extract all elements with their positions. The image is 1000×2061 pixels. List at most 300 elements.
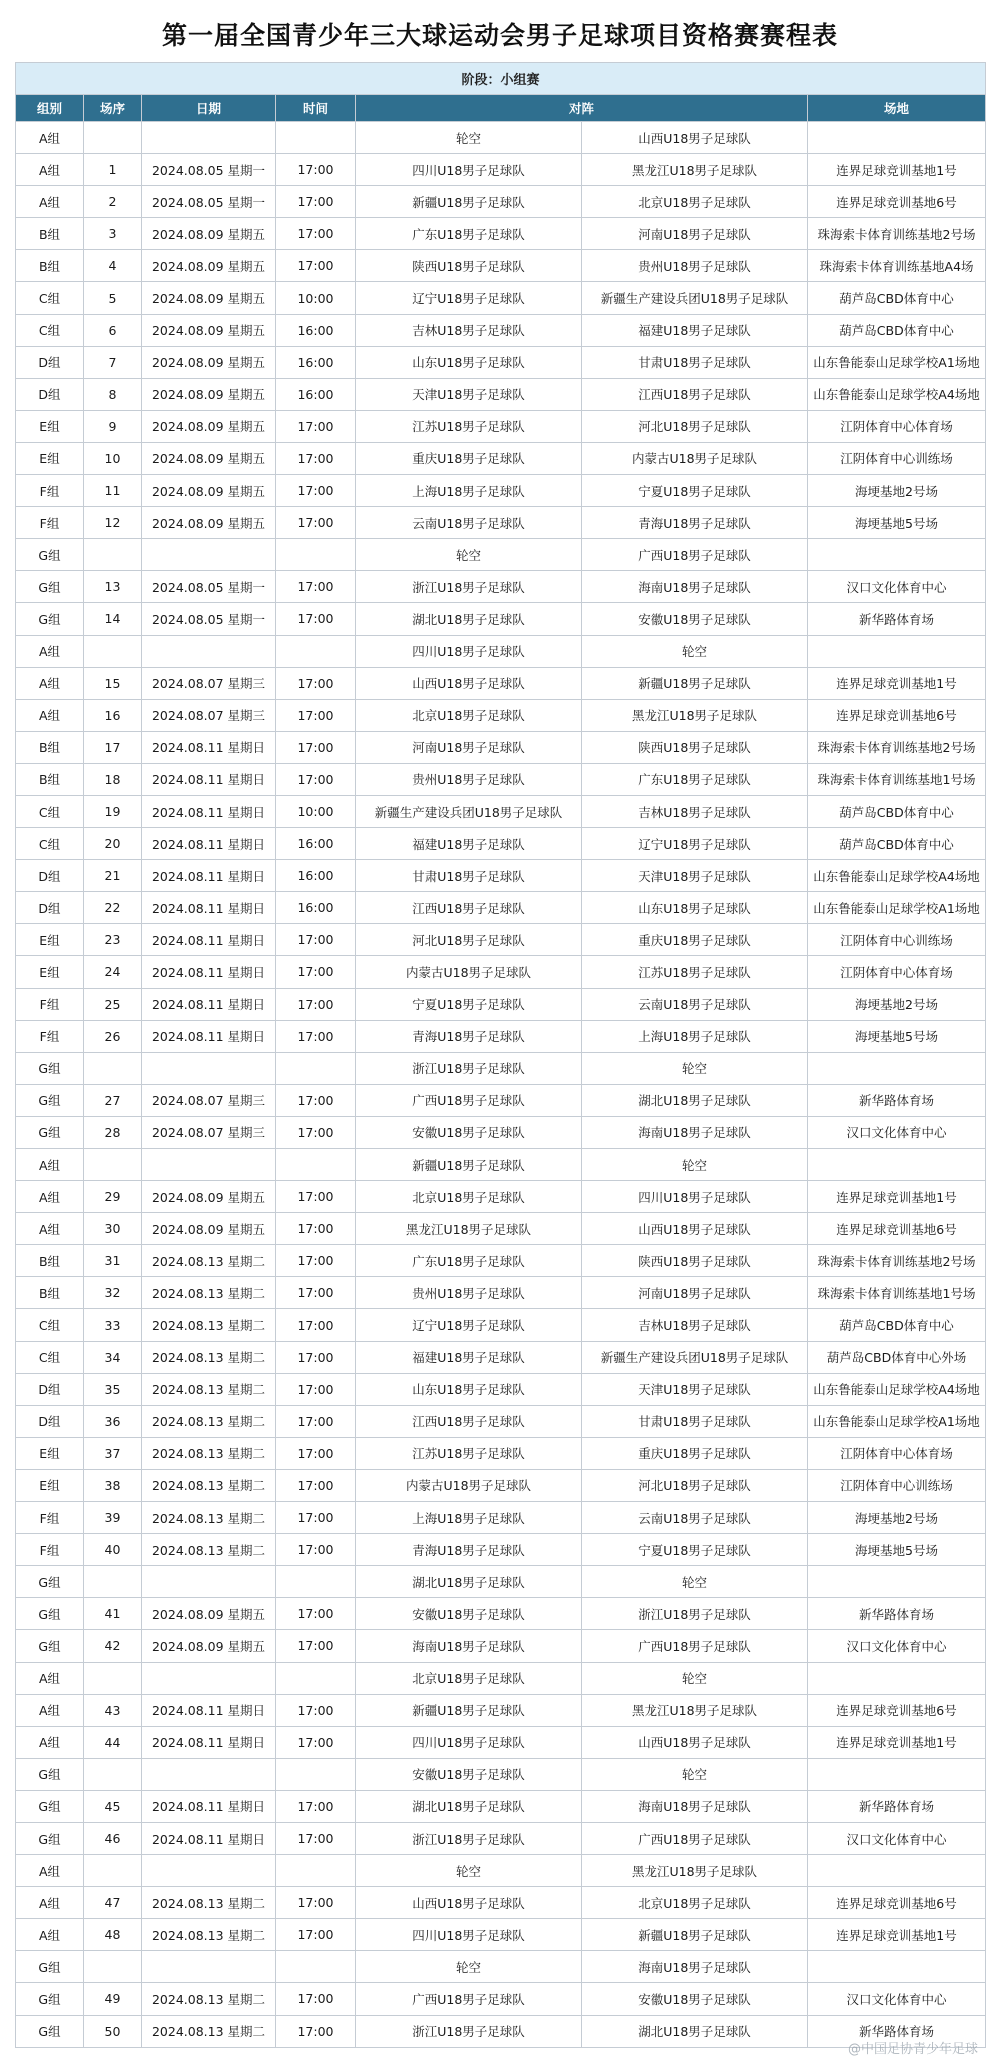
- cell-date: 2024.08.09 星期五: [142, 1598, 276, 1630]
- cell-group: B组: [16, 731, 84, 763]
- cell-match-no: [84, 539, 142, 571]
- table-row: [16, 250, 986, 282]
- cell-time: 17:00: [276, 1309, 356, 1341]
- cell-away-team: 轮空: [582, 635, 808, 667]
- cell-date: 2024.08.11 星期日: [142, 860, 276, 892]
- col-header-match-no: 场序: [84, 95, 142, 122]
- table-row: [16, 1277, 986, 1309]
- col-header-matchup: 对阵: [356, 95, 808, 122]
- cell-date: 2024.08.05 星期一: [142, 154, 276, 186]
- cell-group: C组: [16, 1341, 84, 1373]
- table-row: [16, 1084, 986, 1116]
- schedule-table: [15, 62, 986, 2048]
- header-row: [16, 95, 986, 122]
- cell-group: A组: [16, 1919, 84, 1951]
- cell-match-no: [84, 1951, 142, 1983]
- cell-home-team: 新疆U18男子足球队: [356, 1149, 582, 1181]
- cell-date: [142, 1855, 276, 1887]
- cell-group: G组: [16, 1084, 84, 1116]
- cell-match-no: 22: [84, 892, 142, 924]
- cell-date: 2024.08.09 星期五: [142, 1630, 276, 1662]
- cell-away-team: 上海U18男子足球队: [582, 1020, 808, 1052]
- cell-date: 2024.08.13 星期二: [142, 1534, 276, 1566]
- cell-group: C组: [16, 1309, 84, 1341]
- cell-away-team: 河北U18男子足球队: [582, 410, 808, 442]
- cell-group: E组: [16, 956, 84, 988]
- cell-date: 2024.08.11 星期日: [142, 1822, 276, 1854]
- cell-time: 16:00: [276, 892, 356, 924]
- cell-venue: 江阴体育中心体育场: [808, 1437, 986, 1469]
- table-row: [16, 603, 986, 635]
- cell-venue: 新华路体育场: [808, 1084, 986, 1116]
- cell-away-team: 海南U18男子足球队: [582, 1116, 808, 1148]
- cell-home-team: 广西U18男子足球队: [356, 1084, 582, 1116]
- cell-time: 17:00: [276, 250, 356, 282]
- cell-home-team: 福建U18男子足球队: [356, 1341, 582, 1373]
- table-row: [16, 988, 986, 1020]
- cell-away-team: 海南U18男子足球队: [582, 1790, 808, 1822]
- table-row: [16, 1790, 986, 1822]
- cell-match-no: 6: [84, 314, 142, 346]
- stage-row: [16, 63, 986, 95]
- cell-match-no: 28: [84, 1116, 142, 1148]
- cell-date: 2024.08.13 星期二: [142, 1245, 276, 1277]
- cell-time: [276, 1855, 356, 1887]
- cell-away-team: 重庆U18男子足球队: [582, 924, 808, 956]
- cell-date: [142, 539, 276, 571]
- cell-match-no: 37: [84, 1437, 142, 1469]
- cell-away-team: 江苏U18男子足球队: [582, 956, 808, 988]
- cell-away-team: 新疆生产建设兵团U18男子足球队: [582, 282, 808, 314]
- cell-home-team: 轮空: [356, 122, 582, 154]
- cell-date: 2024.08.09 星期五: [142, 250, 276, 282]
- cell-match-no: 16: [84, 699, 142, 731]
- cell-time: 17:00: [276, 1213, 356, 1245]
- cell-match-no: [84, 1052, 142, 1084]
- cell-group: A组: [16, 699, 84, 731]
- table-row: [16, 828, 986, 860]
- cell-home-team: 江苏U18男子足球队: [356, 1437, 582, 1469]
- cell-away-team: 天津U18男子足球队: [582, 1373, 808, 1405]
- cell-venue: 海埂基地2号场: [808, 1502, 986, 1534]
- cell-group: B组: [16, 218, 84, 250]
- cell-match-no: 35: [84, 1373, 142, 1405]
- cell-venue: 连界足球竞训基地6号: [808, 1694, 986, 1726]
- cell-away-team: 内蒙古U18男子足球队: [582, 442, 808, 474]
- cell-date: 2024.08.11 星期日: [142, 956, 276, 988]
- cell-venue: [808, 1855, 986, 1887]
- cell-match-no: 10: [84, 442, 142, 474]
- cell-away-team: 黑龙江U18男子足球队: [582, 1694, 808, 1726]
- table-row: [16, 346, 986, 378]
- cell-time: 17:00: [276, 988, 356, 1020]
- cell-group: B组: [16, 1277, 84, 1309]
- table-row: [16, 1630, 986, 1662]
- cell-match-no: 4: [84, 250, 142, 282]
- cell-time: 16:00: [276, 828, 356, 860]
- cell-time: [276, 1662, 356, 1694]
- cell-group: G组: [16, 603, 84, 635]
- cell-group: G组: [16, 1052, 84, 1084]
- cell-group: F组: [16, 988, 84, 1020]
- cell-date: [142, 1566, 276, 1598]
- cell-group: A组: [16, 1149, 84, 1181]
- cell-date: 2024.08.09 星期五: [142, 410, 276, 442]
- cell-home-team: 云南U18男子足球队: [356, 507, 582, 539]
- cell-venue: 连界足球竞训基地1号: [808, 1181, 986, 1213]
- cell-home-team: 贵州U18男子足球队: [356, 1277, 582, 1309]
- cell-group: E组: [16, 1437, 84, 1469]
- table-row: [16, 1469, 986, 1501]
- cell-venue: 海埂基地2号场: [808, 988, 986, 1020]
- cell-group: G组: [16, 1983, 84, 2015]
- cell-date: 2024.08.13 星期二: [142, 1437, 276, 1469]
- table-row: [16, 956, 986, 988]
- cell-away-team: 宁夏U18男子足球队: [582, 475, 808, 507]
- cell-group: A组: [16, 1694, 84, 1726]
- cell-time: 17:00: [276, 1502, 356, 1534]
- cell-venue: 葫芦岛CBD体育中心: [808, 795, 986, 827]
- cell-away-team: 山东U18男子足球队: [582, 892, 808, 924]
- cell-time: 17:00: [276, 1822, 356, 1854]
- cell-venue: 连界足球竞训基地6号: [808, 1887, 986, 1919]
- cell-date: 2024.08.13 星期二: [142, 1405, 276, 1437]
- cell-time: 17:00: [276, 1277, 356, 1309]
- table-row: [16, 1405, 986, 1437]
- cell-venue: 连界足球竞训基地1号: [808, 667, 986, 699]
- cell-away-team: 甘肃U18男子足球队: [582, 1405, 808, 1437]
- cell-venue: [808, 1149, 986, 1181]
- table-row: [16, 314, 986, 346]
- cell-away-team: 广西U18男子足球队: [582, 1822, 808, 1854]
- cell-away-team: 天津U18男子足球队: [582, 860, 808, 892]
- cell-away-team: 青海U18男子足球队: [582, 507, 808, 539]
- cell-home-team: 山东U18男子足球队: [356, 346, 582, 378]
- table-row: [16, 667, 986, 699]
- page-title: 第一届全国青少年三大球运动会男子足球项目资格赛赛程表: [161, 21, 838, 50]
- cell-group: G组: [16, 1951, 84, 1983]
- cell-date: 2024.08.11 星期日: [142, 988, 276, 1020]
- cell-venue: 连界足球竞训基地1号: [808, 154, 986, 186]
- cell-match-no: 50: [84, 2015, 142, 2047]
- cell-date: 2024.08.09 星期五: [142, 475, 276, 507]
- cell-venue: 山东鲁能泰山足球学校A1场地: [808, 1405, 986, 1437]
- cell-match-no: 9: [84, 410, 142, 442]
- cell-away-team: 福建U18男子足球队: [582, 314, 808, 346]
- cell-venue: 海埂基地5号场: [808, 1534, 986, 1566]
- cell-group: E组: [16, 410, 84, 442]
- cell-time: 10:00: [276, 282, 356, 314]
- cell-venue: 葫芦岛CBD体育中心: [808, 828, 986, 860]
- cell-time: 17:00: [276, 218, 356, 250]
- cell-venue: 江阴体育中心训练场: [808, 442, 986, 474]
- cell-time: [276, 1052, 356, 1084]
- table-row: [16, 1983, 986, 2015]
- cell-group: A组: [16, 1726, 84, 1758]
- cell-time: 17:00: [276, 1630, 356, 1662]
- cell-time: 17:00: [276, 1469, 356, 1501]
- cell-group: C组: [16, 314, 84, 346]
- table-row: [16, 1181, 986, 1213]
- cell-date: 2024.08.11 星期日: [142, 731, 276, 763]
- cell-match-no: 40: [84, 1534, 142, 1566]
- cell-time: 17:00: [276, 442, 356, 474]
- cell-time: 17:00: [276, 763, 356, 795]
- cell-time: 16:00: [276, 346, 356, 378]
- cell-group: D组: [16, 378, 84, 410]
- cell-group: G组: [16, 1598, 84, 1630]
- cell-date: 2024.08.05 星期一: [142, 603, 276, 635]
- cell-away-team: 云南U18男子足球队: [582, 988, 808, 1020]
- cell-away-team: 轮空: [582, 1758, 808, 1790]
- cell-date: 2024.08.09 星期五: [142, 442, 276, 474]
- cell-group: G组: [16, 571, 84, 603]
- cell-group: G组: [16, 539, 84, 571]
- col-header-group: 组别: [16, 95, 84, 122]
- cell-date: 2024.08.13 星期二: [142, 1502, 276, 1534]
- cell-time: 17:00: [276, 154, 356, 186]
- cell-match-no: [84, 1758, 142, 1790]
- cell-date: 2024.08.07 星期三: [142, 699, 276, 731]
- cell-date: [142, 1662, 276, 1694]
- table-row: [16, 507, 986, 539]
- cell-time: 17:00: [276, 2015, 356, 2047]
- table-row: [16, 1437, 986, 1469]
- cell-match-no: [84, 1149, 142, 1181]
- cell-away-team: 新疆U18男子足球队: [582, 1919, 808, 1951]
- cell-venue: 山东鲁能泰山足球学校A1场地: [808, 346, 986, 378]
- cell-home-team: 湖北U18男子足球队: [356, 1566, 582, 1598]
- col-header-venue: 场地: [808, 95, 986, 122]
- cell-home-team: 四川U18男子足球队: [356, 1726, 582, 1758]
- cell-away-team: 海南U18男子足球队: [582, 1951, 808, 1983]
- table-row: [16, 186, 986, 218]
- table-row: [16, 635, 986, 667]
- cell-group: D组: [16, 860, 84, 892]
- cell-venue: 珠海索卡体育训练基地2号场: [808, 1245, 986, 1277]
- cell-time: 17:00: [276, 603, 356, 635]
- cell-home-team: 辽宁U18男子足球队: [356, 1309, 582, 1341]
- cell-away-team: 广西U18男子足球队: [582, 539, 808, 571]
- cell-date: 2024.08.11 星期日: [142, 1694, 276, 1726]
- cell-group: G组: [16, 1566, 84, 1598]
- table-row: [16, 571, 986, 603]
- col-header-date: 日期: [142, 95, 276, 122]
- cell-match-no: 1: [84, 154, 142, 186]
- cell-time: 17:00: [276, 507, 356, 539]
- cell-group: D组: [16, 1405, 84, 1437]
- cell-match-no: 14: [84, 603, 142, 635]
- cell-match-no: 19: [84, 795, 142, 827]
- cell-away-team: 广东U18男子足球队: [582, 763, 808, 795]
- cell-match-no: 30: [84, 1213, 142, 1245]
- schedule-body: [16, 122, 986, 2048]
- cell-time: 17:00: [276, 1245, 356, 1277]
- cell-away-team: 山西U18男子足球队: [582, 122, 808, 154]
- cell-date: 2024.08.07 星期三: [142, 1084, 276, 1116]
- cell-home-team: 重庆U18男子足球队: [356, 442, 582, 474]
- cell-time: 17:00: [276, 1181, 356, 1213]
- cell-venue: [808, 1662, 986, 1694]
- table-row: [16, 1919, 986, 1951]
- cell-home-team: 北京U18男子足球队: [356, 1662, 582, 1694]
- cell-venue: 山东鲁能泰山足球学校A4场地: [808, 860, 986, 892]
- cell-venue: 汉口文化体育中心: [808, 1983, 986, 2015]
- cell-match-no: 26: [84, 1020, 142, 1052]
- cell-match-no: 34: [84, 1341, 142, 1373]
- cell-match-no: 17: [84, 731, 142, 763]
- cell-venue: 连界足球竞训基地6号: [808, 699, 986, 731]
- cell-date: [142, 122, 276, 154]
- cell-group: G组: [16, 1790, 84, 1822]
- cell-date: 2024.08.09 星期五: [142, 1213, 276, 1245]
- cell-time: [276, 1566, 356, 1598]
- cell-home-team: 安徽U18男子足球队: [356, 1598, 582, 1630]
- cell-match-no: 41: [84, 1598, 142, 1630]
- cell-away-team: 轮空: [582, 1149, 808, 1181]
- cell-group: G组: [16, 2015, 84, 2047]
- cell-home-team: 河南U18男子足球队: [356, 731, 582, 763]
- table-row: [16, 282, 986, 314]
- cell-match-no: 43: [84, 1694, 142, 1726]
- cell-home-team: 内蒙古U18男子足球队: [356, 956, 582, 988]
- cell-time: 10:00: [276, 795, 356, 827]
- cell-match-no: 49: [84, 1983, 142, 2015]
- cell-home-team: 浙江U18男子足球队: [356, 1052, 582, 1084]
- cell-venue: 连界足球竞训基地1号: [808, 1726, 986, 1758]
- cell-home-team: 天津U18男子足球队: [356, 378, 582, 410]
- cell-date: [142, 1052, 276, 1084]
- cell-match-no: 36: [84, 1405, 142, 1437]
- cell-time: [276, 122, 356, 154]
- cell-time: 17:00: [276, 1694, 356, 1726]
- cell-home-team: 内蒙古U18男子足球队: [356, 1469, 582, 1501]
- cell-time: [276, 539, 356, 571]
- cell-time: 17:00: [276, 1373, 356, 1405]
- cell-group: D组: [16, 346, 84, 378]
- cell-home-team: 吉林U18男子足球队: [356, 314, 582, 346]
- cell-venue: 珠海索卡体育训练基地2号场: [808, 218, 986, 250]
- watermark: @中国足协青少年足球: [847, 2042, 978, 2057]
- cell-venue: [808, 1951, 986, 1983]
- cell-away-team: 黑龙江U18男子足球队: [582, 154, 808, 186]
- cell-time: 17:00: [276, 924, 356, 956]
- cell-group: A组: [16, 186, 84, 218]
- cell-date: 2024.08.07 星期三: [142, 1116, 276, 1148]
- table-row: [16, 1534, 986, 1566]
- cell-away-team: 贵州U18男子足球队: [582, 250, 808, 282]
- cell-time: 17:00: [276, 186, 356, 218]
- cell-date: [142, 1149, 276, 1181]
- cell-date: 2024.08.09 星期五: [142, 314, 276, 346]
- cell-away-team: 新疆U18男子足球队: [582, 667, 808, 699]
- cell-away-team: 北京U18男子足球队: [582, 1887, 808, 1919]
- cell-group: D组: [16, 1373, 84, 1405]
- cell-group: G组: [16, 1758, 84, 1790]
- table-row: [16, 1822, 986, 1854]
- cell-group: G组: [16, 1116, 84, 1148]
- cell-time: 17:00: [276, 1887, 356, 1919]
- cell-group: E组: [16, 442, 84, 474]
- cell-group: A组: [16, 122, 84, 154]
- cell-time: 17:00: [276, 1341, 356, 1373]
- cell-match-no: 23: [84, 924, 142, 956]
- cell-match-no: 31: [84, 1245, 142, 1277]
- cell-date: 2024.08.13 星期二: [142, 1341, 276, 1373]
- table-row: [16, 1726, 986, 1758]
- cell-home-team: 湖北U18男子足球队: [356, 1790, 582, 1822]
- cell-home-team: 浙江U18男子足球队: [356, 1822, 582, 1854]
- cell-home-team: 黑龙江U18男子足球队: [356, 1213, 582, 1245]
- cell-away-team: 山西U18男子足球队: [582, 1213, 808, 1245]
- cell-away-team: 湖北U18男子足球队: [582, 1084, 808, 1116]
- cell-away-team: 辽宁U18男子足球队: [582, 828, 808, 860]
- cell-home-team: 广西U18男子足球队: [356, 1983, 582, 2015]
- cell-time: 17:00: [276, 1598, 356, 1630]
- cell-venue: [808, 635, 986, 667]
- cell-home-team: 江西U18男子足球队: [356, 892, 582, 924]
- cell-venue: 山东鲁能泰山足球学校A4场地: [808, 1373, 986, 1405]
- cell-venue: 新华路体育场: [808, 2015, 986, 2047]
- cell-venue: 海埂基地5号场: [808, 507, 986, 539]
- cell-date: [142, 1951, 276, 1983]
- col-header-time: 时间: [276, 95, 356, 122]
- cell-away-team: 新疆生产建设兵团U18男子足球队: [582, 1341, 808, 1373]
- cell-venue: 珠海索卡体育训练基地A4场: [808, 250, 986, 282]
- cell-venue: 连界足球竞训基地1号: [808, 1919, 986, 1951]
- cell-time: [276, 1758, 356, 1790]
- cell-date: 2024.08.09 星期五: [142, 507, 276, 539]
- cell-group: F组: [16, 1534, 84, 1566]
- cell-time: [276, 1951, 356, 1983]
- cell-home-team: 广东U18男子足球队: [356, 218, 582, 250]
- cell-home-team: 四川U18男子足球队: [356, 154, 582, 186]
- cell-match-no: 39: [84, 1502, 142, 1534]
- cell-time: 16:00: [276, 860, 356, 892]
- cell-venue: 汉口文化体育中心: [808, 1630, 986, 1662]
- cell-group: F组: [16, 475, 84, 507]
- table-row: [16, 122, 986, 154]
- cell-home-team: 江西U18男子足球队: [356, 1405, 582, 1437]
- cell-home-team: 安徽U18男子足球队: [356, 1758, 582, 1790]
- cell-home-team: 山西U18男子足球队: [356, 667, 582, 699]
- cell-home-team: 海南U18男子足球队: [356, 1630, 582, 1662]
- cell-match-no: 27: [84, 1084, 142, 1116]
- cell-home-team: 甘肃U18男子足球队: [356, 860, 582, 892]
- cell-date: 2024.08.13 星期二: [142, 1919, 276, 1951]
- cell-match-no: 12: [84, 507, 142, 539]
- cell-venue: 珠海索卡体育训练基地1号场: [808, 763, 986, 795]
- cell-home-team: 浙江U18男子足球队: [356, 2015, 582, 2047]
- cell-venue: 新华路体育场: [808, 1790, 986, 1822]
- cell-match-no: 42: [84, 1630, 142, 1662]
- cell-group: A组: [16, 1181, 84, 1213]
- table-row: [16, 1855, 986, 1887]
- cell-group: G组: [16, 1630, 84, 1662]
- table-row: [16, 475, 986, 507]
- cell-date: 2024.08.13 星期二: [142, 1277, 276, 1309]
- cell-away-team: 吉林U18男子足球队: [582, 795, 808, 827]
- cell-time: 17:00: [276, 699, 356, 731]
- cell-away-team: 吉林U18男子足球队: [582, 1309, 808, 1341]
- table-row: [16, 892, 986, 924]
- cell-time: 17:00: [276, 1790, 356, 1822]
- cell-date: [142, 1758, 276, 1790]
- cell-date: 2024.08.09 星期五: [142, 1181, 276, 1213]
- cell-match-no: 15: [84, 667, 142, 699]
- cell-date: 2024.08.11 星期日: [142, 892, 276, 924]
- cell-home-team: 上海U18男子足球队: [356, 475, 582, 507]
